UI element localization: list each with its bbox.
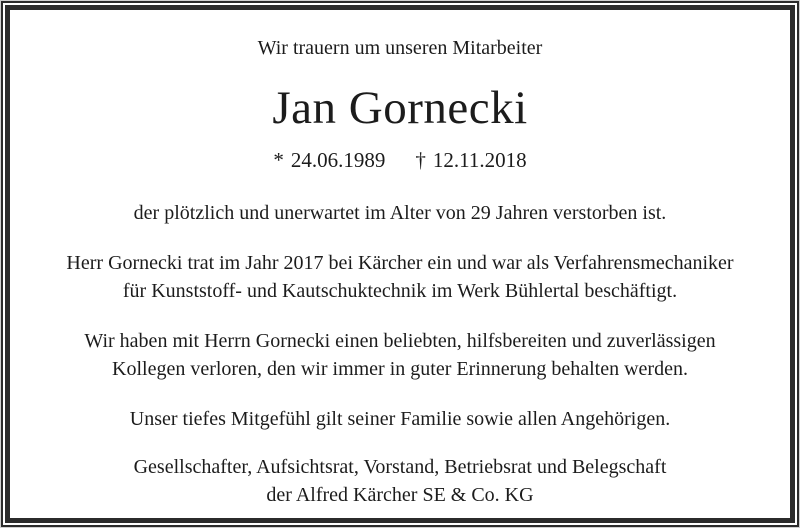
birth-date-value: 24.06.1989: [290, 148, 386, 172]
life-dates: [10, 147, 790, 173]
death-date-value: 12.11.2018: [432, 148, 527, 172]
died-symbol: †: [415, 148, 426, 172]
paragraph-line: der plötzlich und unerwartet im Alter von 29 Jahren verstorben ist.: [133, 202, 667, 224]
paragraph-line: Wir haben mit Herrn Gornecki einen beliebten, hilfsbereiten und zuverlässigen: [84, 330, 716, 352]
paragraph-line: Kollegen verloren, den wir immer in guter Erinnerung behalten werden.: [112, 358, 688, 380]
notice-content: [10, 10, 790, 518]
death-date: [415, 147, 526, 173]
signature-line: der Alfred Kärcher SE & Co. KG: [266, 484, 534, 506]
intro-line: Wir trauern um unseren Mitarbeiter: [257, 37, 543, 59]
paragraph-remembrance: [10, 327, 790, 383]
paragraph-line: Unser tiefes Mitgefühl gilt seiner Familie sowie allen Angehörigen.: [129, 408, 671, 430]
signature-block: [10, 453, 790, 509]
signature-line: Gesellschafter, Aufsichtsrat, Vorstand, Betriebsrat und Belegschaft: [133, 456, 667, 478]
paragraph-career: [10, 249, 790, 305]
paragraph-line: für Kunststoff- und Kautschuktechnik im Werk Bühlertal beschäftigt.: [122, 280, 678, 302]
paragraph-death-statement: [10, 199, 790, 227]
born-symbol: *: [273, 148, 284, 172]
deceased-name: Jan Gornecki: [272, 82, 528, 134]
birth-date: [273, 147, 385, 173]
paragraph-condolence: [10, 405, 790, 433]
paragraph-line: Herr Gornecki trat im Jahr 2017 bei Kärcher ein und war als Verfahrensmechaniker: [66, 252, 734, 274]
